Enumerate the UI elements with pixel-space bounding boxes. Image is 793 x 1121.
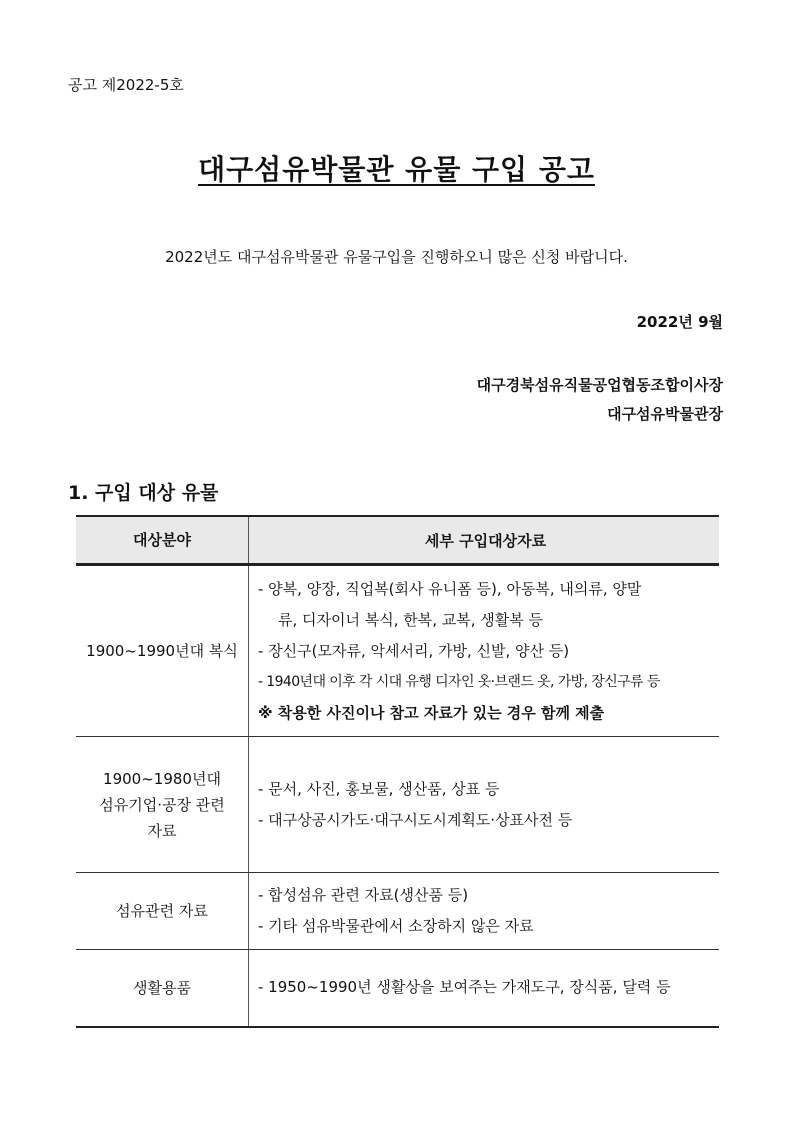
detail-cell [249,737,720,873]
category-cell [76,737,249,873]
detail-cell [249,873,720,950]
table-row [76,873,719,950]
detail-line: - 1940년대 이후 각 시대 유행 디자인 옷·브랜드 옷, 가방, 장신구류 등 [258,673,660,690]
notice-date: 2022년 9월 [636,313,723,331]
header-detail: 세부 구입대상자료 [249,516,720,565]
document-title [0,148,793,188]
detail-line: - 합성섬유 관련 자료(생산품 등) [258,886,469,904]
section-heading: 1. 구입 대상 유물 [68,482,219,504]
category-line: 생활용품 [133,978,191,997]
category-cell [76,950,249,1027]
table-row [76,737,719,873]
category-line: 자료 [147,821,177,840]
detail-cell [249,565,720,737]
purchase-items-table [76,515,719,1028]
category-line: 1900~1980년대 [103,769,221,788]
detail-line: - 문서, 사진, 홍보물, 생산품, 상표 등 [258,779,500,798]
detail-cell [249,950,720,1027]
detail-line: - 양복, 양장, 직업복(회사 유니폼 등), 아동복, 내의류, 양말 [258,579,642,598]
detail-line: - 대구상공시가도·대구시도시계획도·상표사전 등 [258,810,573,829]
detail-line: - 1950~1990년 생활상을 보여주는 가재도구, 장식품, 달력 등 [258,978,671,997]
detail-line: - 기타 섬유박물관에서 소장하지 않은 자료 [258,917,534,935]
category-cell [76,873,249,950]
category-line: 섬유관련 자료 [116,902,208,920]
header-category: 대상분야 [76,516,249,565]
detail-note: ※ 착용한 사진이나 참고 자료가 있는 경우 함께 제출 [258,703,605,722]
issuer-block [477,371,723,429]
issuer-line-2: 대구섬유박물관장 [607,405,723,423]
category-line: 섬유기업·공장 관련 [99,795,225,814]
document-title-text: 대구섬유박물관 유물 구입 공고 [198,153,595,186]
issuer-line-1: 대구경북섬유직물공업협동조합이사장 [476,376,723,394]
detail-line: 류, 디자이너 복식, 한복, 교복, 생활복 등 [278,610,544,629]
table-row [76,565,719,737]
table-row [76,950,719,1027]
notice-number: 공고 제2022-5호 [68,76,184,94]
detail-line: - 장신구(모자류, 악세서리, 가방, 신발, 양산 등) [258,641,570,660]
category-line: 1900~1990년대 복식 [86,642,238,660]
category-cell [76,565,249,737]
table-header-row [76,516,719,565]
intro-text: 2022년도 대구섬유박물관 유물구입을 진행하오니 많은 신청 바랍니다. [165,248,628,266]
